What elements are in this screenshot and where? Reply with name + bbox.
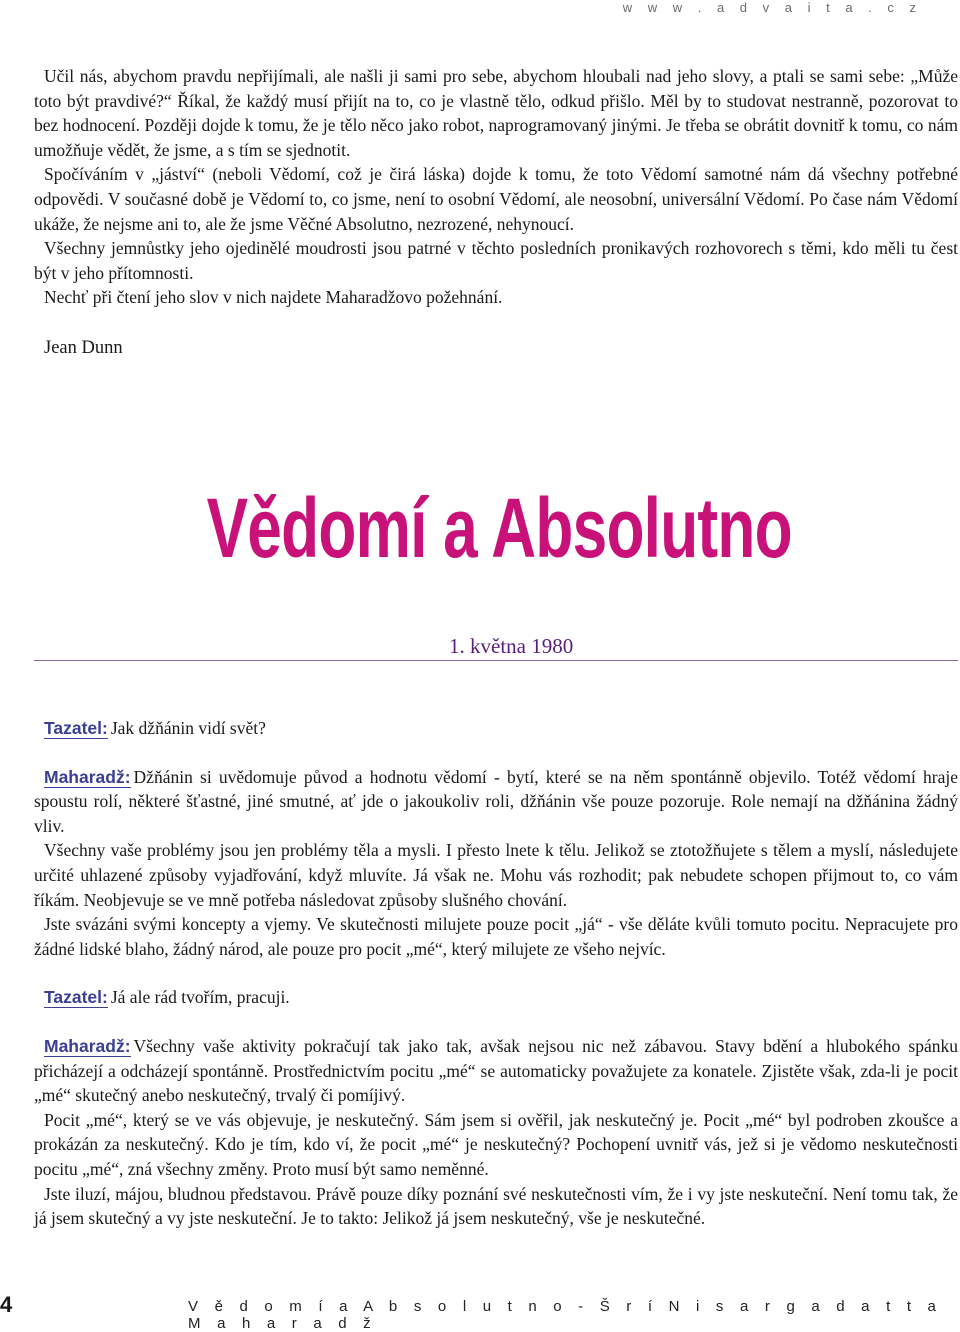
date-divider: [34, 660, 958, 661]
intro-paragraph: Všechny jemnůstky jeho ojedinělé moudrosti jsou patrné v těchto posledních pronikavých rozhovorech s těmi, kdo měli tu čest být v jeho přítomnosti.: [34, 238, 958, 283]
dialogue-text: Všechny vaše aktivity pokračují tak jako tak, avšak nejsou nic než zábavou. Stavy bdění a hlubokého spánku přicházejí a odcházejí spontánně. Prostřednictvím pocitu „mé“ se automaticky považujete za konatele. Zjistěte však, zda-li je pocit „mé“ skutečný anebo neskutečný, trvalý či pomíjivý.: [34, 1035, 958, 1106]
dialogue-turn: [34, 716, 958, 741]
dialogue-paragraph: Jste svázáni svými koncepty a vjemy. Ve skutečnosti milujete pouze pocit „já“ - vše děláte kvůli tomuto pocitu. Nepracujete pro žádné lidské blaho, žádný národ, ale pouze pro pocit „mé“, který milujete ze všeho nejvíc.: [34, 914, 958, 959]
dialogue-text: Džňánin si uvědomuje původ a hodnotu vědomí - bytí, které se na něm spontánně objevilo. Totéž vědomí hraje spoustu rolí, některé šťastné, jiné smutné, ať jde o jakoukoliv roli, džňánin vše pouze pozoruje. Role nemají na džňánina žádný vliv.: [34, 766, 958, 836]
dialogue: [34, 716, 958, 1255]
dialogue-paragraph: [34, 1034, 958, 1108]
dialogue-paragraph: Jste iluzí, májou, bludnou představou. Právě pouze díky poznání své neskutečnosti vím, že i vy jste neskuteční. Není tomu tak, že já jsem skutečný a vy jste neskuteční. Je to takto: Jelikož já jsem neskutečný, vše je neskutečné.: [34, 1183, 958, 1229]
dialogue-turn: [34, 765, 958, 962]
intro-paragraph: Učil nás, abychom pravdu nepřijímali, ale našli ji sami pro sebe, abychom hloubali nad jeho slovy, a ptali se sami sebe: „Může toto být pravdivé?“ Říkal, že každý musí přijít na to, co je vlastně tělo, odkud přišlo. Měl by to studovat nestranně, pozorovat to bez hodnocení. Později dojde k tomu, že je tělo něco jako robot, naprogramovaný jinými. Je třeba se obrátit dovnitř k tomu, co nám umožňuje vědět, že jsme, a s tím se sjednotit.: [34, 66, 958, 160]
signature: Jean Dunn: [44, 338, 123, 358]
dialogue-paragraph: [34, 765, 958, 839]
dialogue-paragraph: [34, 716, 958, 741]
speaker-label: Tazatel:: [44, 987, 108, 1008]
dialogue-paragraph: [34, 985, 958, 1010]
dialogue-turn: [34, 985, 958, 1010]
dialogue-turn: [34, 1034, 958, 1231]
chapter-title: Vědomí a Absolutno: [206, 481, 792, 575]
running-footer: V ě d o m í a A b s o l u t n o - Š r í N i s a r g a d a t t a M a h a r a d ž: [188, 1298, 943, 1332]
dialogue-paragraph: Pocit „mé“, který se ve vás objevuje, je neskutečný. Sám jsem si ověřil, jak neskutečný je. Pocit „mé“ byl podroben zkoušce a prokázán za neskutečný. Kdo je tím, kdo ví, že pocit „mé“ je neskutečný? Pochopení uvnitř vás, jež si je vědomo neskutečnosti pocitu „mé“, zná všechny změny. Proto musí být samo neměnné.: [34, 1109, 958, 1179]
intro-paragraph: Nechť při čtení jeho slov v nich najdete Maharadžovo požehnání.: [44, 287, 503, 308]
speaker-label: Maharadž:: [44, 1035, 131, 1056]
dialogue-text: Já ale rád tvořím, pracuji.: [110, 987, 290, 1008]
intro-section: [34, 64, 958, 310]
page-number: 4: [0, 1292, 13, 1317]
speaker-label: Maharadž:: [44, 766, 131, 787]
dialogue-paragraph: Všechny vaše problémy jsou jen problémy těla a mysli. I přesto lnete k tělu. Jelikož se ztotožňujete s tělem a myslí, následujete určité uhlazené způsoby vyjadřování, když mluvíte. Já však ne. Mohu vás rozhodit; pak nebudete schopen přijmout to, co vám říkám. Neobjevuje se ve mně potřeba následovat způsoby slušného chování.: [34, 840, 958, 910]
site-url[interactable]: w w w . a d v a i t a . c z: [622, 0, 922, 15]
chapter-date: 1. května 1980: [449, 634, 574, 658]
dialogue-text: Jak džňánin vidí svět?: [110, 718, 266, 738]
speaker-label: Tazatel:: [44, 718, 108, 738]
intro-paragraph: Spočíváním v „jáství“ (neboli Vědomí, což je čirá láska) dojde k tomu, že toto Vědomí samotné nám dá všechny potřebné odpovědi. V současné době je Vědomí to, co jsme, není to osobní Vědomí, ale neosobní, universální Vědomí. Po čase nám Vědomí ukáže, že nejsme ani to, ale že jsme Věčné Absolutno, nezrozené, nehynoucí.: [34, 164, 958, 234]
